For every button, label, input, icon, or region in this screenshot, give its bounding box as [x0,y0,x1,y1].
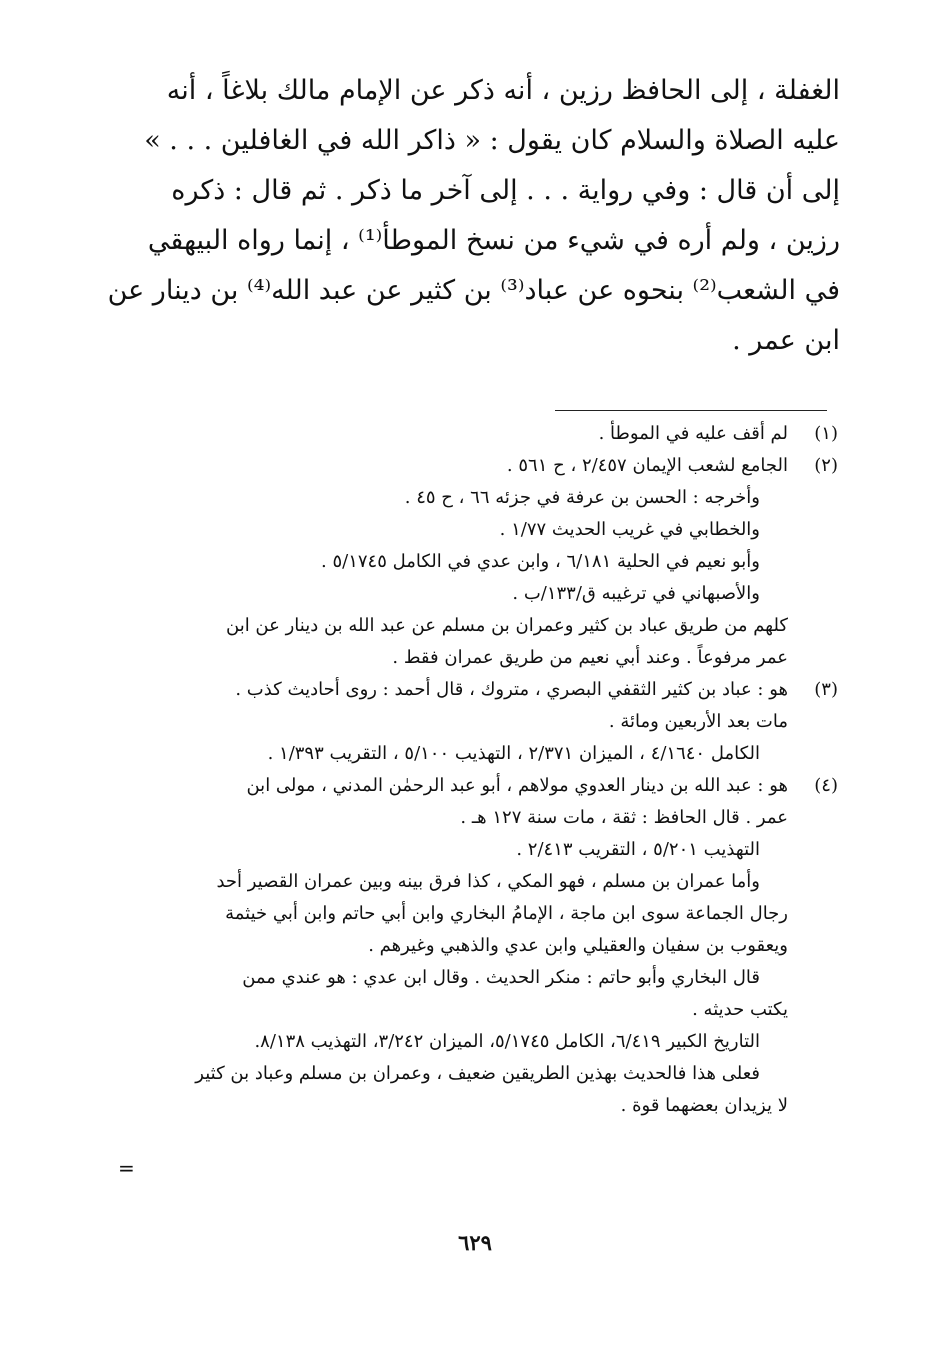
footnote-text: كلهم من طريق عباد بن كثير وعمران بن مسلم عن عبد الله بن دينار عن ابن [226,615,788,636]
footnote-line [128,706,840,738]
footnote-text: التهذيب ٥/٢٠١ ، التقريب ٢/٤١٣ . [516,839,760,860]
footnote-line [128,450,840,482]
footnote-text: والأصبهاني في ترغيبه ق/١٣٣/ب . [512,583,760,604]
main-text-line: إلى أن قال : وفي رواية . . . إلى آخر ما ذكر . ثم قال : ذكره [171,175,840,206]
footnote-text: وأخرجه : الحسن بن عرفة في جزئه ٦٦ ، ح ٤٥ . [404,487,760,508]
footnote-line [128,610,840,642]
footnote-text: قال البخاري وأبو حاتم : منكر الحديث . وقال ابن عدي : هو عندي ممن [242,967,760,988]
footnote-text: لا يزيدان بعضهما قوة . [620,1095,788,1116]
main-text-line: رزين ، ولم أره في شيء من نسخ الموطأ⁽¹⁾ ، إنما رواه البيهقي [147,225,840,256]
footnote-line [128,834,840,866]
footnote-line [128,1026,840,1058]
footnote-text: الجامع لشعب الإيمان ٢/٤٥٧ ، ح ٥٦١ . [506,455,788,476]
footnote-number: (٣) [814,679,838,700]
footnote-text: التاريخ الكبير ٦/٤١٩، الكامل ٥/١٧٤٥، الميزان ٣/٢٤٢، التهذيب ٨/١٣٨. [254,1031,760,1052]
footnote-line [128,674,840,706]
footnote-line [128,514,840,546]
footnote-line [128,802,840,834]
continuation-mark: = [118,1156,135,1180]
footnote-line [128,738,840,770]
footnote-line [128,578,840,610]
footnote-text: والخطابي في غريب الحديث ١/٧٧ . [499,519,760,540]
footnote-line [128,866,840,898]
footnote-line [128,642,840,674]
footnote-line [128,1058,840,1090]
footnote-text: لم أقف عليه في الموطأ . [598,423,788,444]
footnote-line [128,994,840,1026]
footnotes-block [128,418,840,1122]
footnote-divider [555,410,827,411]
footnote-line [128,898,840,930]
footnote-line [128,1090,840,1122]
footnote-text: ويعقوب بن سفيان والعقيلي وابن عدي والذهبي وغيرهم . [368,935,788,956]
footnote-text: وأبو نعيم في الحلية ٦/١٨١ ، وابن عدي في الكامل ٥/١٧٤٥ . [321,551,760,572]
footnote-line [128,770,840,802]
footnote-line [128,482,840,514]
footnote-number: (٤) [814,775,838,796]
footnote-text: يكتب حديثه . [692,999,788,1020]
main-text-line: ابن عمر . [732,325,840,356]
footnote-line [128,546,840,578]
main-text-line: الغفلة ، إلى الحافظ رزين ، أنه ذكر عن الإمام مالك بلاغاً ، أنه [166,75,840,106]
footnote-text: الكامل ٤/١٦٤٠ ، الميزان ٢/٣٧١ ، التهذيب ٥/١٠٠ ، التقريب ١/٣٩٣ . [267,743,760,764]
footnote-line [128,930,840,962]
footnote-text: وأما عمران بن مسلم ، فهو المكي ، كذا فرق بينه وبين عمران القصير أحد [216,871,760,892]
footnote-text: عمر مرفوعاً . وعند أبي نعيم من طريق عمران فقط . [392,647,788,668]
footnote-text: رجال الجماعة سوى ابن ماجة ، الإمامُ البخاري وابن أبي حاتم وابن أبي خيثمة [225,903,788,924]
page-number: ٦٢٩ [458,1230,492,1255]
footnote-text: هو : عباد بن كثير الثقفي البصري ، متروك ، قال أحمد : روى أحاديث كذب . [235,679,788,700]
footnote-text: مات بعد الأربعين ومائة . [608,711,788,732]
main-text-line: في الشعب⁽²⁾ بنحوه عن عباد⁽³⁾ بن كثير عن عبد الله⁽⁴⁾ بن دينار عن [107,275,840,306]
footnote-line [128,962,840,994]
footnote-line [128,418,840,450]
main-text-block [107,66,840,366]
main-text-line: عليه الصلاة والسلام كان يقول : « ذاكر الله في الغافلين . . . » [144,125,840,156]
footnote-number: (٢) [814,455,838,476]
footnote-text: عمر . قال الحافظ : ثقة ، مات سنة ١٢٧ هـ . [460,807,788,828]
footnote-text: هو : عبد الله بن دينار العدوي مولاهم ، أبو عبد الرحمٰن المدني ، مولى ابن [246,775,788,796]
footnote-text: فعلى هذا فالحديث بهذين الطريقين ضعيف ، وعمران بن مسلم وعباد بن كثير [195,1063,760,1084]
footnote-number: (١) [814,423,838,444]
